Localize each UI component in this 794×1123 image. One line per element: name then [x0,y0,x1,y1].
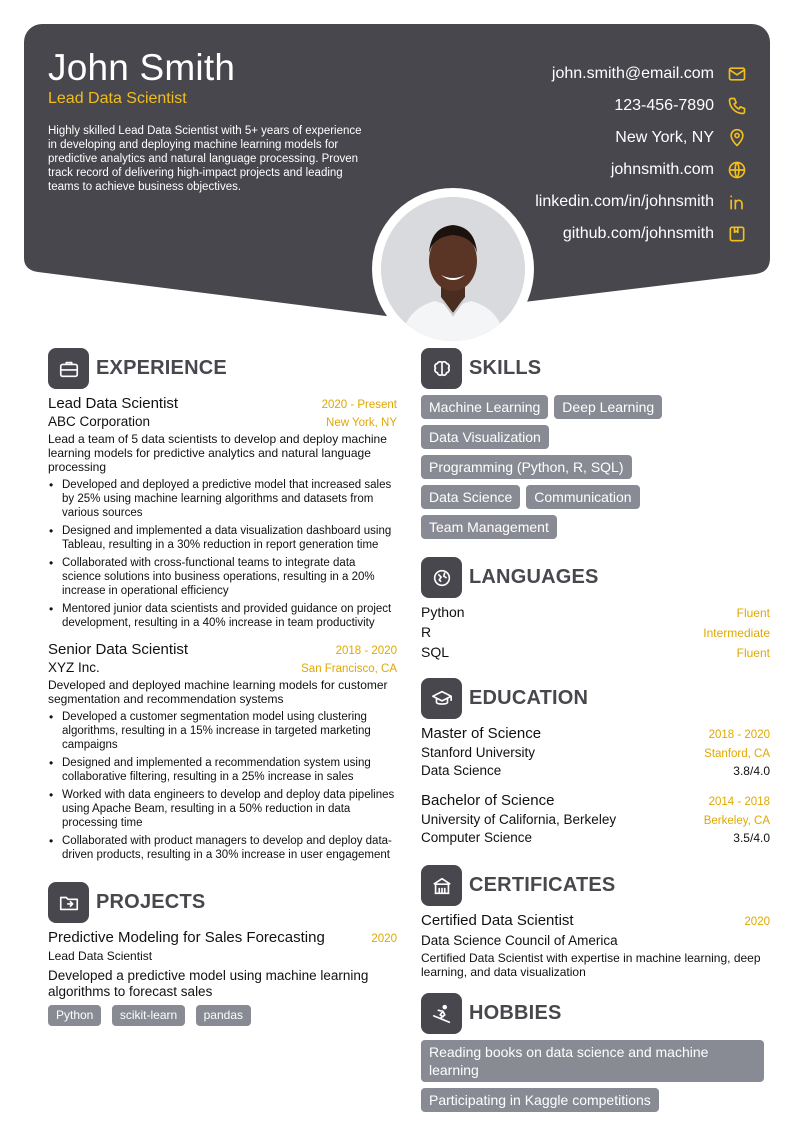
project-year: 2020 [371,933,397,945]
graduation-cap-icon [421,678,462,719]
experience-item [48,641,397,862]
job-bullets [48,478,397,630]
job-description: Lead a team of 5 data scientists to develop and deploy machine learning models for predictive analytics and natural language processing [48,432,387,474]
school-location: Stanford, CA [704,748,770,760]
experience-heading [48,348,397,389]
certificate-building-icon [421,865,462,906]
job-title: Senior Data Scientist [48,641,189,658]
hobby-tag: Reading books on data science and machine learning [421,1040,764,1082]
contact-location [410,122,770,154]
contact-location-text: New York, NY [615,129,714,146]
education-title: EDUCATION [469,687,589,709]
job-bullet: • Collaborated with cross-functional teams to integrate data science solutions into business operations, resulting in a 20% increase in operational efficiency [48,556,397,598]
experience-item [48,395,397,630]
mail-icon [726,63,748,85]
skills-title: SKILLS [469,357,542,379]
project-description: Developed a predictive model using machine learning algorithms to forecast sales [48,968,369,999]
job-company: ABC Corporation [48,414,151,429]
left-column [48,348,397,1026]
job-dates: 2018 - 2020 [335,645,397,657]
language-row [421,604,770,624]
skill-tag: Data Visualization [421,425,549,449]
contact-website[interactable] [410,154,770,186]
certificate-description: Certified Data Scientist with expertise in machine learning, deep learning, and data visualization [421,951,761,979]
job-bullets [48,710,397,862]
degree-name: Bachelor of Science [421,792,555,809]
project-tag: Python [48,1005,101,1026]
language-level: Fluent [736,606,770,620]
project-tag: pandas [196,1005,251,1026]
contact-github-text[interactable]: github.com/johnsmith [562,225,714,242]
experience-title: EXPERIENCE [96,357,227,379]
job-bullet: • Designed and implemented a data visualization dashboard using Tableau, resulting in a 30% reduction in report generation time [48,524,397,552]
degree-gpa: 3.8/4.0 [733,764,770,778]
job-dates: 2020 - Present [321,399,397,411]
school-name: Stanford University [421,745,536,760]
language-name: R [421,624,432,640]
certificates-heading [421,865,770,906]
job-bullet: • Designed and implemented a recommendation system using collaborative filtering, resulting in a 25% increase in sales [48,756,397,784]
language-icon [421,557,462,598]
job-bullet: • Developed a customer segmentation model using clustering algorithms, resulting in a 15% increase in targeted marketing campaigns [48,710,397,752]
languages-title: LANGUAGES [469,566,599,588]
language-name: Python [421,604,465,620]
phone-icon [726,95,748,117]
education-heading [421,678,770,719]
skill-tag: Programming (Python, R, SQL) [421,455,632,479]
job-description: Developed and deployed machine learning models for customer segmentation and recommendation systems [48,678,388,706]
certificate-name: Certified Data Scientist [421,912,574,929]
github-icon [726,223,748,245]
project-item [48,929,397,1026]
degree-dates: 2018 - 2020 [708,729,770,741]
certificate-issuer: Data Science Council of America [421,933,618,948]
contact-linkedin-text[interactable]: linkedin.com/in/johnsmith [535,193,714,210]
contact-phone-text[interactable]: 123-456-7890 [614,97,714,114]
projects-heading [48,882,397,923]
languages-heading [421,557,770,598]
job-location: New York, NY [326,417,397,429]
language-level: Intermediate [703,626,770,640]
project-tags [48,1005,397,1026]
skills-heading [421,348,770,389]
certificates-title: CERTIFICATES [469,874,616,896]
language-row [421,624,770,644]
project-name: Predictive Modeling for Sales Forecasting [48,929,325,946]
contact-website-text[interactable]: johnsmith.com [610,161,714,178]
project-role: Lead Data Scientist [48,949,153,963]
linkedin-icon [726,191,748,213]
job-company: XYZ Inc. [48,660,100,675]
project-tag: scikit-learn [112,1005,185,1026]
education-item [421,792,770,845]
certificate-item [421,912,770,979]
brain-icon [421,348,462,389]
location-pin-icon [726,127,748,149]
job-bullet: • Collaborated with product managers to develop and deploy data-driven products, resulting in a 30% increase in user engagement [48,834,397,862]
briefcase-icon [48,348,89,389]
skill-tag: Communication [526,485,639,509]
job-location: San Francisco, CA [301,663,397,675]
contact-phone[interactable] [410,90,770,122]
right-column [421,348,770,1118]
skill-tag: Machine Learning [421,395,548,419]
skill-tag: Team Management [421,515,557,539]
hobbies-tags [421,1040,770,1118]
skill-tag: Deep Learning [554,395,662,419]
projects-title: PROJECTS [96,891,206,913]
languages-list [421,604,770,664]
school-name: University of California, Berkeley [421,812,617,827]
degree-field: Computer Science [421,830,533,845]
hobbies-heading [421,993,770,1034]
person-role: Lead Data Scientist [48,90,187,107]
school-location: Berkeley, CA [703,815,770,827]
skills-tags [421,395,770,545]
job-bullet: • Developed and deployed a predictive model that increased sales by 25% using machine learning algorithms and datasets from various sources [48,478,397,520]
degree-dates: 2014 - 2018 [708,796,770,808]
folder-icon [48,882,89,923]
globe-icon [726,159,748,181]
degree-name: Master of Science [421,725,542,742]
person-name: John Smith [48,47,236,88]
language-row [421,644,770,664]
hobbies-title: HOBBIES [469,1002,562,1024]
skill-tag: Data Science [421,485,520,509]
job-title: Lead Data Scientist [48,395,179,412]
degree-gpa: 3.5/4.0 [733,831,770,845]
certificate-year: 2020 [744,916,770,928]
contact-email-text[interactable]: john.smith@email.com [551,65,714,82]
profile-summary: Highly skilled Lead Data Scientist with 5+ years of experience in developing and deploying machine learning models for predictive analytics and natural language processing. Proven track record of delivering high-impact projects and leading teams to achieve business objectives. [48,125,362,193]
job-bullet: • Mentored junior data scientists and provided guidance on project development, resulting in a 40% increase in team productivity [48,602,397,630]
degree-field: Data Science [421,763,502,778]
skiing-icon [421,993,462,1034]
language-name: SQL [421,644,450,660]
education-item [421,725,770,778]
contact-email[interactable] [410,58,770,90]
language-level: Fluent [736,646,770,660]
job-bullet: • Worked with data engineers to develop and deploy data pipelines using Apache Beam, resulting in a 50% reduction in data processing time [48,788,397,830]
hobby-tag: Participating in Kaggle competitions [421,1088,659,1112]
profile-photo [381,197,525,341]
